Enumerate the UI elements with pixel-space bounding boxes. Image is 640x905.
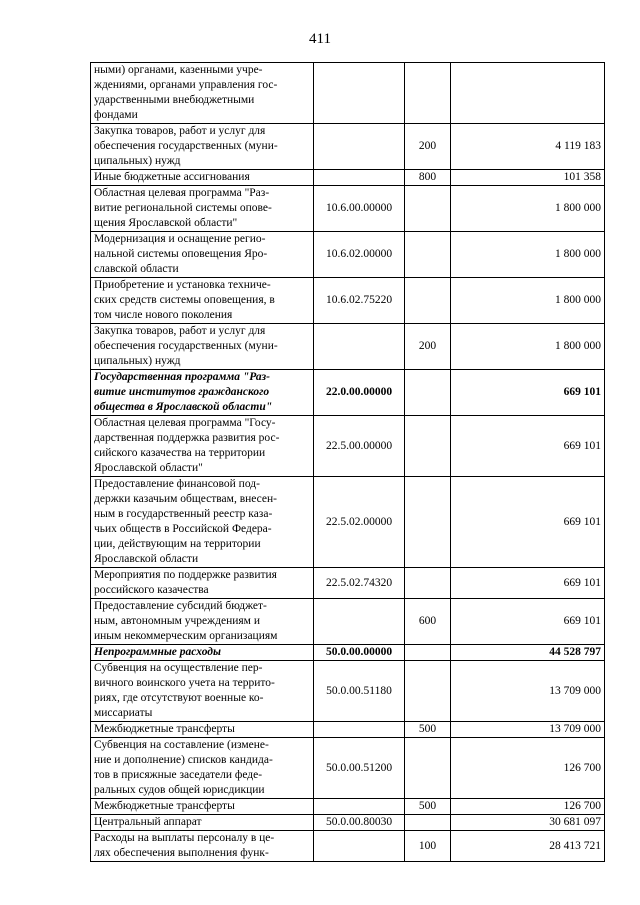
target-article-code-cell: 22.5.02.00000 [314,477,405,568]
expense-type-cell: 800 [405,170,451,186]
target-article-code-cell: 10.6.02.00000 [314,232,405,278]
expense-name-cell: Закупка товаров, работ и услуг для обеспечения государственных (муни- ципальных) нужд [91,124,314,170]
page-number: 411 [309,31,331,47]
target-article-code-cell [314,324,405,370]
table-row [91,63,605,124]
expense-name-cell: Межбюджетные трансферты [91,722,314,738]
expense-type-cell [405,661,451,722]
expense-name-cell: Областная целевая программа "Госу- дарственная поддержка развития рос- сийского казачества на территории Ярославской области" [91,416,314,477]
amount-cell: 13 709 000 [451,722,605,738]
target-article-code-cell: 50.0.00.51180 [314,661,405,722]
target-article-code-cell: 50.0.00.80030 [314,815,405,831]
expense-name-cell: Иные бюджетные ассигнования [91,170,314,186]
target-article-code-cell: 22.5.02.74320 [314,568,405,599]
budget-table [90,62,605,862]
target-article-code-cell [314,63,405,124]
expense-name-cell: ными) органами, казенными учре- ждениями, органами управления гос- ударственными внебюджетными фондами [91,63,314,124]
expense-type-cell [405,477,451,568]
target-article-code-cell [314,124,405,170]
expense-type-cell [405,370,451,416]
target-article-code-cell: 22.0.00.00000 [314,370,405,416]
table-row [91,568,605,599]
expense-name-cell: Предоставление субсидий бюджет- ным, автономным учреждениям и иным некоммерческим организациям [91,599,314,645]
amount-cell: 1 800 000 [451,186,605,232]
target-article-code-cell [314,799,405,815]
target-article-code-cell: 10.6.02.75220 [314,278,405,324]
table-row [91,170,605,186]
amount-cell: 669 101 [451,568,605,599]
expense-type-cell [405,278,451,324]
table-row [91,738,605,799]
expense-name-cell: Государственная программа "Раз- витие институтов гражданского общества в Ярославской области" [91,370,314,416]
target-article-code-cell [314,831,405,862]
amount-cell: 1 800 000 [451,232,605,278]
expense-type-cell: 200 [405,124,451,170]
table-row [91,370,605,416]
expense-name-cell: Субвенция на составление (измене- ние и дополнение) списков кандида- тов в присяжные заседатели феде- ральных судов общей юрисдикции [91,738,314,799]
table-row [91,661,605,722]
expense-name-cell: Мероприятия по поддержке развития российского казачества [91,568,314,599]
amount-cell: 13 709 000 [451,661,605,722]
expense-type-cell [405,232,451,278]
expense-name-cell: Центральный аппарат [91,815,314,831]
table-row [91,186,605,232]
expense-type-cell: 500 [405,722,451,738]
table-row [91,477,605,568]
target-article-code-cell [314,170,405,186]
expense-name-cell: Приобретение и установка техниче- ских средств системы оповещения, в том числе нового поколения [91,278,314,324]
expense-name-cell: Субвенция на осуществление пер- вичного воинского учета на террито- риях, где отсутствуют военные ко- миссариаты [91,661,314,722]
table-row [91,831,605,862]
target-article-code-cell: 50.0.00.00000 [314,645,405,661]
table-row [91,324,605,370]
table-row [91,799,605,815]
amount-cell: 1 800 000 [451,278,605,324]
expense-type-cell [405,63,451,124]
table-row [91,722,605,738]
table-row [91,815,605,831]
target-article-code-cell: 22.5.00.00000 [314,416,405,477]
expense-type-cell [405,738,451,799]
amount-cell: 669 101 [451,599,605,645]
amount-cell: 126 700 [451,738,605,799]
table-row [91,278,605,324]
amount-cell: 4 119 183 [451,124,605,170]
amount-cell: 669 101 [451,477,605,568]
expense-name-cell: Непрограммные расходы [91,645,314,661]
table-row [91,599,605,645]
amount-cell: 30 681 097 [451,815,605,831]
target-article-code-cell: 10.6.00.00000 [314,186,405,232]
amount-cell: 44 528 797 [451,645,605,661]
expense-name-cell: Модернизация и оснащение регио- нальной системы оповещения Яро- славской области [91,232,314,278]
amount-cell: 669 101 [451,416,605,477]
expense-type-cell: 100 [405,831,451,862]
amount-cell: 669 101 [451,370,605,416]
expense-name-cell: Предоставление финансовой под- держки казачьим обществам, внесен- ным в государственный реестр каза- чьих обществ в Российской Федера- ции, действующим на территории Ярославской области [91,477,314,568]
expense-name-cell: Закупка товаров, работ и услуг для обеспечения государственных (муни- ципальных) нужд [91,324,314,370]
expense-type-cell [405,416,451,477]
expense-name-cell: Расходы на выплаты персоналу в це- лях обеспечения выполнения функ- [91,831,314,862]
amount-cell [451,63,605,124]
table-row [91,124,605,170]
expense-type-cell: 600 [405,599,451,645]
target-article-code-cell [314,722,405,738]
expense-type-cell [405,645,451,661]
expense-type-cell: 200 [405,324,451,370]
target-article-code-cell: 50.0.00.51200 [314,738,405,799]
amount-cell: 101 358 [451,170,605,186]
table-row [91,232,605,278]
budget-table-body [91,63,605,862]
expense-type-cell [405,568,451,599]
expense-type-cell: 500 [405,799,451,815]
table-row [91,645,605,661]
target-article-code-cell [314,599,405,645]
expense-name-cell: Областная целевая программа "Раз- витие региональной системы опове- щения Ярославской области" [91,186,314,232]
table-row [91,416,605,477]
expense-type-cell [405,186,451,232]
amount-cell: 28 413 721 [451,831,605,862]
amount-cell: 1 800 000 [451,324,605,370]
expense-name-cell: Межбюджетные трансферты [91,799,314,815]
expense-type-cell [405,815,451,831]
amount-cell: 126 700 [451,799,605,815]
